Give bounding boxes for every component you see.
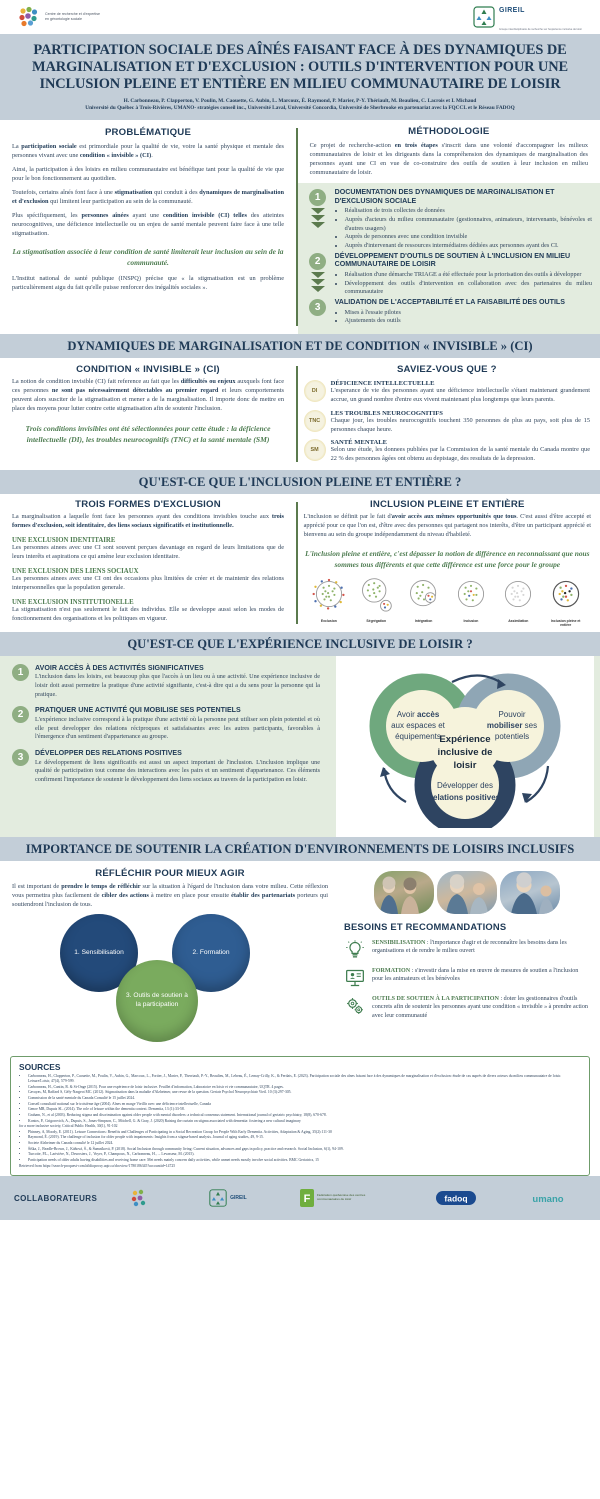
cond-c: auxquels font face ces personnes [12, 378, 284, 395]
list-item: • Développement des outils d'intervention en collaboration avec des partenaires du milieu communautaire [345, 280, 592, 297]
reflechir-circles-diagram [12, 914, 328, 1044]
methodologie-step-1 [306, 188, 592, 251]
sm-text: Selon une étude, les donnees publiées par la Commission de la santé mentale du Canada montre que 22 % des personnes âgées ont obtenu au depistage, des resultats de la depression. [330, 446, 590, 463]
spectrum-segregation [357, 576, 396, 623]
besoin-sensibilisation-text [372, 939, 590, 960]
gireil-mark-icon [473, 6, 495, 28]
exclusion-identitaire-title: UNE EXCLUSION IDENTITAIRE [12, 536, 116, 544]
source-item[interactable]: Retrieved from https://search-proquest-com.biblioproxy.uqtr.ca/docview/1780186345?accountid=14725 [19, 1163, 176, 1168]
step-2-left [306, 252, 330, 297]
saviez-vous-item-di [304, 380, 590, 405]
besoin-formation [344, 967, 590, 988]
di-badge-icon: DI [304, 380, 326, 402]
svg-text:aux espaces et: aux espaces et [391, 720, 445, 730]
condition-highlight: Trois conditions invisibles ont été sélectionnées pour cette étude : la déficience intellectuelle (DI), les troubles neurocognitifs (TNC) et la santé mentale (SM) [25, 423, 271, 444]
step-3-number: 3 [309, 299, 326, 316]
source-item: • Participation needs of older adults having disabilities and receiving home care: Met needs mainly concern daily activities, while unmet needs mostly involve social activities. BMC Geriatrics, 15 [28, 1158, 581, 1164]
ip-a: L'inclusion se définit par le fait d' [303, 512, 392, 520]
crges-line2: en gérontologie sociale [45, 17, 82, 21]
condition-title: CONDITION « INVISIBLE » (CI) [76, 364, 220, 376]
spectrum-segregation-icon [358, 576, 394, 612]
step-3-right [335, 298, 592, 326]
source-item: • Kontos, P., Grigorovich, A., Dupuis, S., Jonas-Simpson, C., Mitchell, G. & Gray, J. (2020) Raising the curtain on stigma associated with dementia: fostering a new cultural imaginary [28, 1119, 581, 1125]
source-item: • Šiška, J., Beadle-Brown, J., Káňová, Š., & Šumníková, P. (2018). Social Inclusion through community living: Current situation, advances and gaps in policy, practice and research. Social Inclusion, 6(1), 94-109. [28, 1147, 581, 1153]
methodologie-step-3 [306, 298, 592, 326]
spectrum-inclusion [452, 576, 491, 623]
photo-3-figure-icon [500, 871, 560, 914]
source-item: • Cavayas, M, Raffard S, Gély-Nargeot MC. (2012). Stigmatisation dans la maladie d'Alzheimer, une revue de la question. Geriatr Psychol Neuropsychiatr Vieil. 10 (3):297-305. [28, 1090, 581, 1096]
spectrum-label: Exclusion [320, 619, 337, 624]
saviez-vous-title: SAVIEZ-VOUS QUE ? [396, 364, 497, 376]
collab-fqccl-label: Fédération québécoise des centres communautaires de loisir [316, 1193, 366, 1202]
besoin-outils [344, 995, 590, 1021]
besoin-3-body: : doter les gestionnaires d'outils concrets afin de soutenir les personnes ayant une condition « invisible » à prendre action avec leur communauté [372, 995, 588, 1020]
sources-list [19, 1073, 581, 1170]
crges-line1: Centre de recherche et d'expertise [45, 11, 101, 16]
experience-diagram-wrap [330, 656, 600, 837]
list-item: • Réalisation de trois collectes de données [345, 207, 592, 216]
collab-logo-fadoq [436, 1190, 476, 1206]
spectrum-label: Ségrégation [366, 619, 387, 624]
spectrum-label: Intégration [414, 619, 433, 624]
svg-text:mobiliser ses: mobiliser ses [486, 720, 538, 730]
experience-step-2-content [35, 706, 320, 742]
list-item: • Auprès de personnes avec une condition invisible [345, 233, 592, 242]
p1-d: condition « invisible » (CI) [79, 152, 152, 160]
collab-logo-fqccl [300, 1189, 383, 1207]
problematique-p2: Ainsi, la participation à des loisirs en milieu communautaire est bénéfique tant pour la qualité de vie que pour le bon fonctionnement au quotidien. [12, 166, 284, 183]
trois-formes-intro [12, 513, 284, 531]
rf-g: porteurs qui soutiendront l'inclusion de tous. [12, 891, 328, 908]
besoins-title: BESOINS ET RECOMMANDATIONS [344, 920, 507, 932]
step-1-list [345, 207, 592, 250]
gireil-logo-text [499, 0, 582, 35]
rf-b: prendre le temps de réfléchir [61, 882, 141, 890]
circle-sensibilisation-label: 1. Sensibilisation [74, 949, 124, 957]
experience-step-1-text: L'inclusion dans les loisirs, est beaucoup plus que l'accès à un lieu ou à une activité. Une expérience inclusive de loisir doit aussi permettre la pratique d'une activité signifiante, c'est-à dire qui a du sens pour la personne qui la pratique. [35, 673, 320, 698]
gears-icon [344, 995, 366, 1021]
p1-e: . [151, 152, 153, 160]
source-item: for a more inclusive society, Critical Public Health, 30(1), 91-102 [19, 1124, 118, 1129]
inclusion-pleine-text [304, 513, 591, 540]
collaborateurs-logos [111, 1188, 586, 1208]
step-1-left [306, 188, 330, 251]
spectrum-integration-icon [406, 576, 442, 612]
tf-a: La marginalisation a laquelle font face les personnes ayant des conditions invisibles touche aux [12, 512, 272, 520]
collaborateurs-bar [0, 1176, 600, 1220]
meth-intro-a: Ce projet de recherche-action [309, 142, 395, 150]
spectrum-label: Inclusion pleine et entière [550, 619, 581, 628]
problematique-p3 [12, 189, 284, 207]
list-item: • Mises à l'essaie pilotes [345, 309, 592, 318]
besoin-1-body: : l'importance d'agir et de reconnaître les besoins dans les organisations et de rendre le milieu ouvert [372, 939, 567, 955]
saviez-vous-column [298, 358, 600, 470]
p1-c: est primordiale pour la qualité de vie, voire la santé physique et mentale des personnes vivant avec une [12, 143, 284, 160]
photo-seniors-2 [437, 871, 497, 914]
source-item: • Societe Alzheimer du Canada consulté le 12 juillet 2024. [28, 1141, 581, 1147]
gireil-footer-icon [209, 1189, 227, 1207]
step-2-number: 2 [309, 253, 326, 270]
lightbulb-icon [344, 939, 366, 960]
list-item: • Ajustements des outils [345, 317, 592, 326]
band-inclusion [0, 470, 600, 494]
trois-formes-title: TROIS FORMES D'EXCLUSION [75, 498, 221, 510]
circle-outils-label: 3. Outils de soutien à la participation [126, 991, 188, 1008]
step-1-number: 1 [309, 189, 326, 206]
exclusion-liens-title: UNE EXCLUSION DES LIENS SOCIAUX [12, 567, 139, 575]
p4-e: des atteintes neurocognitives, une déficience intellectuelle ou un enjeu de santé mentale peuvent faire face à une telle stigmatisation. [12, 212, 284, 237]
meth-intro-c: s'inscrit dans une volonté d'accompagner les milieux communautaires de loisir et les dirigeants dans la compréhension des dynamiques de marginalisation des personnes ayant une CI en vue de co-construire des outils de soutien à leur inclusion en milieu communautaire de loisir. [309, 142, 588, 177]
experience-inclusive-diagram [340, 660, 590, 828]
p4-d: condition invisible (CI) telles [162, 212, 247, 220]
tnc-content [331, 410, 590, 435]
svg-text:inclusive de: inclusive de [437, 746, 493, 758]
experience-step-2 [12, 706, 320, 742]
besoin-sensibilisation [344, 939, 590, 960]
step-2-chevrons-icon [311, 272, 325, 292]
problematique-column [0, 120, 296, 334]
crges-logo [18, 6, 100, 28]
gireil-name: GIREIL [499, 7, 525, 14]
p3-e: qui limitent leur participation au sein de la communauté. [48, 198, 193, 206]
photo-seniors-1 [374, 871, 434, 914]
band-experience [0, 632, 600, 656]
cond-e: et leurs comportements peuvent alors susciter de la stigmatisation et mener a de la marginalisation. Il importe donc de mettre en place des moyens pour lutter contre cette stigmatisation afin de soutenir l'inclusion. [12, 387, 285, 412]
circle-formation-label: 2. Formation [192, 949, 230, 957]
trois-formes-column [0, 494, 296, 632]
experience-steps [0, 656, 330, 837]
svg-text:F: F [303, 1193, 311, 1206]
spectrum-inclusion-icon [453, 576, 489, 612]
experience-step-1 [12, 664, 320, 700]
gireil-logo [473, 0, 582, 35]
source-item: • Carbonneau, H., Clapperton, P., Caouette, M., Poulin, V., Aubin, G., Marcoux, L., Fortier, J., Marier, P., Therriault, P.-Y., Beaulieu, M., Lebeau, É., Lemay-Crilly, K., & Ferdais, E. (2023). Participation sociale des aînes faisant face à des dynamiques de marginalisation et d'exclusion: étude de cas auprès de divers acteurs du milieu communautaire de loisir. Leisure/Loisir, 47(4), 579-599. [28, 1074, 581, 1085]
p4-a: Plus spécifiquement, les [12, 212, 82, 220]
condition-paragraph [12, 378, 284, 414]
condition-column [0, 358, 296, 470]
spectrum-assimilation-icon [500, 576, 536, 612]
source-item: • Raymond, É. (2019). The challenge of inclusion for older people with impairments: Insights from a stigma-based analysis. Journal of aging studies, 49, 9-15. [28, 1135, 581, 1141]
sm-badge-icon: SM [304, 439, 326, 461]
source-item: • Phinney, A, Moody, E. (2011). Leisure Connections: Benefits and Challenges of Participating in a Social Recreation Group for People With Early Dementia. Activities, Adaptation & Aging, 35(2):111-30 [28, 1130, 581, 1136]
methodologie-column [298, 120, 600, 334]
spectrum-inclusion-pleine [546, 576, 585, 628]
step-3-title: VALIDATION DE L'ACCEPTABILITÉ ET LA FAISABILITÉ DES OUTILS [334, 298, 565, 307]
experience-step-3-number: 3 [12, 749, 29, 766]
p1-a: La [12, 143, 22, 151]
experience-step-3-content [35, 749, 320, 785]
collab-logo-uqtr [130, 1188, 156, 1208]
reflechir-text [12, 883, 328, 910]
reflechir-title: RÉFLÉCHIR POUR MIEUX AGIR [95, 867, 245, 879]
problematique-p1 [12, 143, 284, 161]
crges-mark-icon [18, 6, 40, 28]
spectrum-exclusion-icon [311, 576, 347, 612]
p3-c: qui conduit à des [152, 189, 200, 197]
list-item: • Réalisation d'une démarche TRIAGE a été effectuée pour la priorisation des outils à développer [345, 271, 592, 280]
sm-title: SANTÉ MENTALE [330, 439, 388, 447]
uqtr-logo-icon [130, 1188, 156, 1208]
methodologie-steps [298, 183, 600, 334]
svg-text:Développer des: Développer des [436, 780, 494, 790]
step-2-title: DÉVELOPPEMENT D'OUTILS DE SOUTIEN À L'INCLUSION EN MILIEU COMMUNAUTAIRE DE LOISIR [334, 251, 571, 269]
svg-text:Pouvoir: Pouvoir [498, 709, 526, 719]
gireil-sub: Groupe interdisciplinaire de recherche sur l'expérience inclusive de loisir [499, 28, 582, 31]
umano-logo-icon [529, 1191, 567, 1205]
rf-f: établir des partenariats [231, 891, 296, 899]
svg-text:Avoir accès: Avoir accès [396, 709, 440, 719]
p3-d: dynamiques de marginalisation et d'exclusion [12, 189, 284, 206]
ip-c: . C'est aussi d'être accepté et apprécié pour ce que l'on est, d'être avec des personnes qui partagent nos interêts, d'être un participant apprécié et bienvenu au sein du groupe indépendamment du niveau d'habileté. [303, 512, 591, 538]
step-3-list [345, 309, 592, 326]
methodologie-title: MÉTHODOLOGIE [408, 126, 490, 138]
inclusion-spectrum-diagram [304, 570, 591, 628]
collab-logo-umano [529, 1191, 567, 1205]
inclusion-pleine-highlight: L'inclusion pleine et entière, c'est dépasser la notion de différence en reconnaissant que nous sommes tous différents et que cette différence est une force pour le groupe [305, 548, 590, 569]
meth-intro-b: en trois étapes [394, 142, 438, 150]
band-importance-title: IMPORTANCE DE SOUTENIR LA CRÉATION D'ENVIRONNEMENTS DE LOISIRS INCLUSIFS [25, 841, 575, 856]
svg-text:fadoq: fadoq [444, 1193, 468, 1204]
exclusion-institutionnelle-text: La stigmatisation n'est pas seulement le fait des individus. Elle se developpe aussi selon les modes de fonctionnement des organisations et les politiques en vigueur. [12, 605, 284, 622]
step-2-list [345, 271, 592, 297]
intro-columns [0, 120, 600, 334]
methodologie-intro-wrap [298, 120, 600, 183]
experience-step-1-number: 1 [12, 664, 29, 681]
fadoq-logo-icon [436, 1190, 476, 1206]
experience-step-2-text: L'expérience inclusive correspond à la pratique d'une activité où la personne peut utiliser son plein potentiel et où elle peut developper des relations réciproques et satisfaisantes avec les autres participants, favorables à l'émergence d'un sentiment d'appartenance au groupe. [35, 716, 320, 741]
p1-b: participation sociale [21, 143, 77, 151]
methodologie-step-2 [306, 252, 592, 297]
experience-row [0, 656, 600, 837]
spectrum-label: Inclusion [463, 619, 479, 624]
exclusion-liens-text: Les personnes ainees avec une CI ont des occasions plus limitées de créer et de maintenir des relations interpersonnelles que la population generale. [12, 574, 284, 591]
source-item: • Carbonneau, H., Cantin, R. & St-Onge (2015). Pour une expérience de loisir inclusive. Feuillet d'information, Laboratoire en loisir et vie communautaire, UQTR. 4 pages. [28, 1085, 581, 1091]
svg-text:Expérience: Expérience [439, 733, 491, 745]
page-title: PARTICIPATION SOCIALE DES AÎNÉS FAISANT FACE À DES DYNAMIQUES DE MARGINALISATION ET D'EXCLUSION : OUTILS D'INTERVENTION POUR UNE INCLUSION PLEINE ET ENTIÈRE EN MILIEU COMMUNAUTAIRE DE LOISIR [32, 42, 568, 92]
experience-section [0, 656, 600, 837]
besoin-1-label: SENSIBILISATION [372, 939, 426, 946]
besoin-3-label: OUTILS DE SOUTIEN À LA PARTICIPATION [372, 995, 499, 1002]
di-title: DÉFICIENCE INTELLECTUELLE [330, 380, 435, 388]
poster-header [0, 34, 600, 120]
band-dynamiques [0, 334, 600, 358]
besoin-formation-text [372, 967, 590, 988]
problematique-highlight: La stigmatisation associée à leur condition de santé limiterait leur inclusion au sein de la communauté. [12, 246, 284, 267]
source-item: • Commission de la santé mentale du Canada Consulté le 15 juillet 2024. [28, 1096, 581, 1102]
rf-d: cibler des actions [101, 891, 149, 899]
collab-gireil-label: GIREIL [230, 1195, 247, 1202]
exclusion-institutionnelle-title: UNE EXCLUSION INSTITUTIONELLE [12, 598, 134, 606]
collab-logo-gireil [209, 1189, 247, 1207]
experience-step-3 [12, 749, 320, 785]
ip-b: avoir accès aux mêmes opportunités que tous [391, 512, 517, 520]
di-text: L'esperance de vie des personnes ayant une déficience intellectuelle s'étant maintenant grandement accrue, un grand nombre d'entre eux vivent maintenant plus longtemps que leurs parents. [330, 387, 590, 403]
tnc-text: Chaque jour, les troubles neurocognitifs touchent 350 personnes de plus au pays, soit plus de 15 personnes chaque heure. [330, 416, 590, 433]
exclusion-identitaire-text: Les personnes ainees avec une CI sont souvent perçues davantage en regard de leurs limitations que de leurs interêts et aspirations ce qui amène leur exclusion identitaire. [12, 543, 284, 560]
sm-content [331, 439, 590, 464]
problematique-p5: L'Institut national de santé publique (INSPQ) précise que « la stigmatisation est un problème particulièrement aigu du fait qu'elle puisse renforcer des inégalités sociales ». [12, 275, 284, 292]
list-item: • Auprès d'intervenant de ressources intermédiaires dédiées aux personnes ayant des CI. [345, 242, 592, 251]
p3-b: stigmatisation [114, 189, 153, 197]
problematique-title: PROBLÉMATIQUE [104, 127, 192, 139]
dynamiques-columns [0, 358, 600, 470]
experience-step-1-title: AVOIR ACCÈS À DES ACTIVITÉS SIGNIFICATIVES [35, 663, 204, 672]
svg-text:relations positives: relations positives [429, 792, 501, 802]
sources-box [10, 1056, 590, 1177]
step-1-right [335, 188, 592, 251]
tf-b: trois formes d'exclusion, soit identitaire, des liens sociaux significatifs et institutionnelle. [12, 512, 284, 529]
photo-1-figure-icon [374, 871, 434, 914]
methodologie-intro [310, 142, 588, 178]
p4-b: personnes aînées [81, 212, 129, 220]
experience-step-2-number: 2 [12, 706, 29, 723]
besoin-2-label: FORMATION [372, 967, 411, 974]
presentation-icon [344, 967, 366, 988]
svg-text:potentiels: potentiels [494, 731, 530, 741]
source-item: • Graham, N., et al (2003). Reducing stigma and discrimination against older people with mental disorders: a technical consensus statement. International journal of geriatric psychiatry, 18(8), 670-678. [28, 1113, 581, 1119]
source-item: • Turcotte, P.L., Larivière, N., Desrosiers, J., Voyer, P., Champoux, N., Carbonneau, H., ... Levasseur, M. (2015). [28, 1152, 581, 1158]
source-item: • Conseil consultatif national sur le troisième âge (2004). Aînes en marge Vieillir avec une déficience intellectuelle, Canada [28, 1102, 581, 1108]
logo-bar [0, 0, 600, 34]
tnc-badge-icon: TNC [304, 410, 326, 432]
photo-seniors-3 [500, 871, 560, 914]
experience-diagram-card [336, 656, 594, 837]
spectrum-label: Assimilation [508, 619, 529, 624]
p4-c: ayant une [128, 212, 163, 220]
di-content [331, 380, 590, 405]
rf-e: à mettre en place pour ensuite [148, 891, 232, 899]
besoins-column [340, 861, 600, 1050]
svg-text:umano: umano [532, 1194, 564, 1206]
cond-a: La notion de condition invisible (CI) fait reference au fait que les [12, 378, 181, 386]
besoin-outils-text [372, 995, 590, 1021]
step-1-chevrons-icon [311, 208, 325, 228]
experience-step-3-title: DÉVELOPPER DES RELATIONS POSITIVES [35, 749, 182, 758]
step-1-title: DOCUMENTATION DES DYNAMIQUES DE MARGINALISATION ET D'EXCLUSION SOCIALE [334, 188, 555, 205]
importance-row [0, 861, 600, 1050]
circle-outils [116, 960, 198, 1042]
source-item: • Genoe MR, Dupuis SL. (2014). The role of leisure within the dementia context. Dementia, 13 (1):33-58. [28, 1107, 581, 1113]
svg-text:loisir: loisir [453, 759, 477, 771]
p3-a: Toutefois, certains aînés font face à une [12, 189, 115, 197]
spectrum-exclusion [310, 576, 349, 623]
inclusion-columns [0, 494, 600, 632]
cond-d: ne sont pas nécessairement détectables au premier regard [51, 387, 219, 395]
saviez-vous-item-sm [304, 439, 590, 464]
step-3-left [306, 298, 330, 326]
rf-c: sur la situation à l'égard de l'inclusion dans votre milieu. Cette réflexion vous permettra plus facilement de [12, 882, 328, 899]
inclusion-pleine-column [298, 494, 600, 632]
reflechir-column [0, 861, 340, 1050]
svg-text:équipements: équipements [395, 731, 441, 741]
step-2-right [335, 252, 592, 297]
band-inclusion-title: QU'EST-CE QUE L'INCLUSION PLEINE ET ENTIÈRE ? [138, 474, 462, 489]
experience-step-2-title: PRATIQUER UNE ACTIVITÉ QUI MOBILISE SES POTENTIELS [35, 706, 241, 715]
experience-step-1-content [35, 664, 320, 700]
crges-logo-text [45, 12, 100, 23]
tnc-title: LES TROUBLES NEUROCOGNITIFS [330, 409, 443, 417]
saviez-vous-item-tnc [304, 410, 590, 435]
affiliation-list: Université du Québec à Trois-Rivières, UMANO- stratégies conseil inc., Université Laval, Université Concordia, Université de Sherbrooke en partenariat avec la FQCCL et le Réseau FADOQ [85, 105, 515, 112]
band-experience-title: QU'EST-CE QUE L'EXPÉRIENCE INCLUSIVE DE LOISIR ? [127, 636, 473, 651]
list-item: • Auprès d'acteurs du milieu communautaire (gestionnaires, animateurs, intervenants, bénévoles et d'autres usagers) [345, 216, 592, 233]
photo-2-figure-icon [437, 871, 497, 914]
photo-strip [344, 867, 590, 914]
author-list: H. Carbonneau, P. Clapperton, V. Poulin, M. Caouette, G. Aubin, L. Marcoux, È. Raymond, P. Marier, P-Y. Thériault, M. Beaulieu, C. Lacrois et I. Michaud [123, 97, 477, 104]
besoin-2-body: : s'investir dans la mise en œuvre de mesures de soutien a l'inclusion pour les animateurs et les bénévoles [372, 967, 579, 983]
inclusion-pleine-title: INCLUSION PLEINE ET ENTIÈRE [369, 498, 525, 510]
cond-b: difficultés ou enjeux [180, 378, 236, 386]
fqccl-logo-icon [300, 1189, 314, 1207]
band-dynamiques-title: DYNAMIQUES DE MARGINALISATION ET DE CONDITION « INVISIBLE » (CI) [67, 339, 533, 354]
band-importance [0, 837, 600, 861]
collaborateurs-title: COLLABORATEURS [14, 1193, 98, 1203]
spectrum-integration [404, 576, 443, 623]
spectrum-inclusion-pleine-icon [548, 576, 584, 612]
rf-a: Il est important de [12, 882, 62, 890]
spectrum-assimilation [499, 576, 538, 623]
experience-step-3-text: Le développement de liens significatifs est aussi un aspect important de l'inclusion. L'inclusion implique une qualité de participation tout comme des interactions avec les pairs et un sentiment d'appartenance. Ces éléments confirment l'importance de soutenir le développement des liens sociaux au travers de la participation en loisir. [35, 758, 320, 784]
sources-title: SOURCES [19, 1061, 61, 1072]
problematique-p4 [12, 212, 284, 239]
